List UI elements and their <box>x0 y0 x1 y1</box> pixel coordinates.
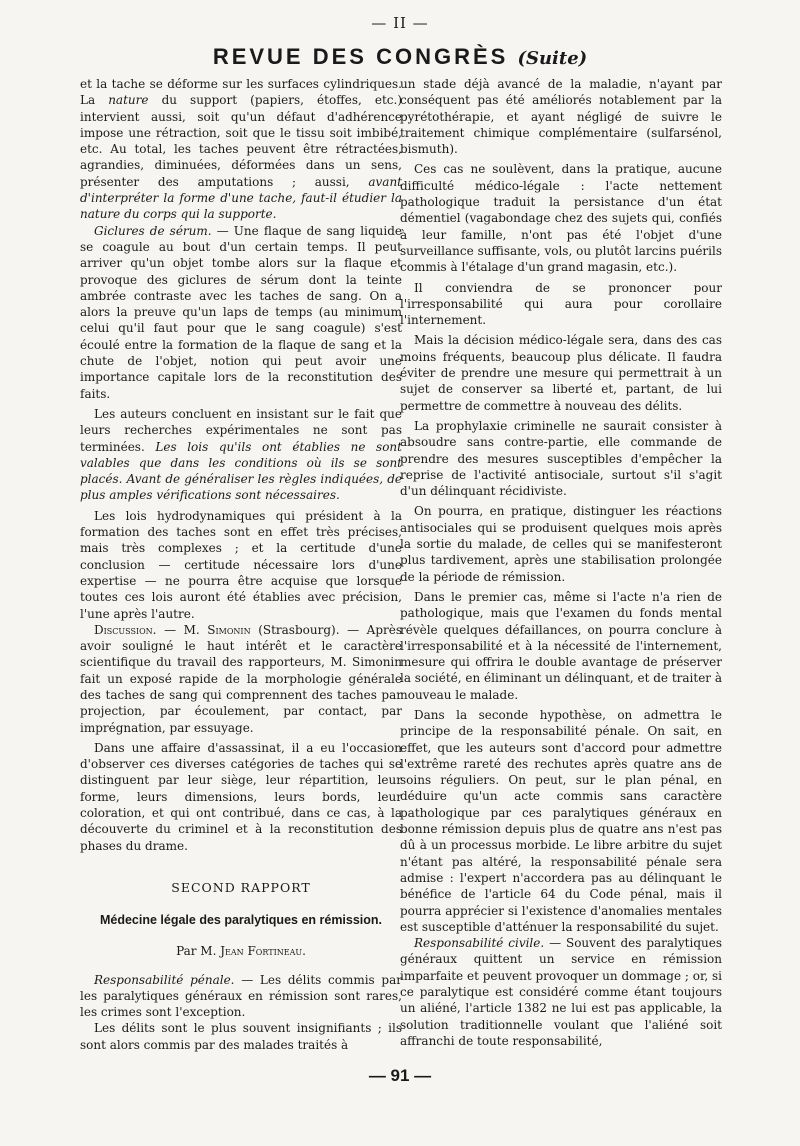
journal-title-text: REVUE DES CONGRÈS <box>212 44 509 69</box>
paragraph: un stade déjà avancé de la maladie, n'ayant par conséquent pas été améliorés notablement par la pyrétothérapie, et ayant négligé de suivre le traitement chimique complémentaire (sulfarsénol, bismuth). <box>400 77 722 157</box>
article-title: Médecine légale des paralytiques en rémission. <box>99 913 383 928</box>
paragraph: Les auteurs concluent en insistant sur le fait que leurs recherches expérimentales ne sont pas terminées. Les lois qu'ils ont établies ne sont valables que dans les conditions où ils se sont placés. Avant de généraliser les règles indiquées, de plus amples vérifications sont nécessaires. <box>80 406 402 503</box>
paragraph: Giclures de sérum. — Une flaque de sang liquide se coagule au bout d'un certain temps. Il peut arriver qu'un objet tombe alors sur la flaque et provoque des giclures de sérum dont la teinte ambrée contraste avec les taches de sang. On a alors la preuve qu'un laps de temps (au minimum celui qu'il faut pour que le sang coagule) s'est écoulé entre la formation de la flaque de sang et la chute de l'objet, notion qui peut avoir une importance capitale lors de la reconstitution des faits. <box>80 223 402 401</box>
paragraph: Responsabilité pénale. — Les délits commis par les paralytiques généraux en rémission sont rares, les crimes sont l'exception. <box>80 972 402 1020</box>
paragraph: Mais la décision médico-légale sera, dans des cas moins fréquents, beaucoup plus délicate. Il faudra éviter de prendre une mesure qui permettrait à un sujet de conserver sa liberté et, partant, de lui permettre de commettre à nouveau des délits. <box>400 333 722 413</box>
author-line: Par M. Jean Fortineau. <box>176 944 306 959</box>
paragraph: Discussion. — M. Simonin (Strasbourg). — Après avoir souligné le haut intérêt et le caractère scientifique du travail des rapporteurs, M. Simonin fait un exposé rapide de la morphologie générale des taches de sang qui comprennent des taches par projection, par écoulement, par contact, par imprégnation, par essuyage. <box>80 622 402 735</box>
right-column <box>400 76 722 1049</box>
paragraph: Dans le premier cas, même si l'acte n'a rien de pathologique, mais que l'examen du fonds mental révèle quelques défaillances, on pourra conclure à l'irresponsabilité et à la nécessité de l'internement, mesure qui offrira le double avantage de préserver la société, en éliminant un délinquant, et de traiter à nouveau le malade. <box>400 589 723 702</box>
paragraph: et la tache se déforme sur les surfaces cylindriques. La nature du support (papiers, étoffes, etc.) intervient aussi, soit qu'un défaut d'adhérence impose une rétraction, soit que le tissu soit imbibé, etc. Au total, les taches peuvent être rétractées, agrandies, diminuées, déformées dans un sens, présenter des amputations ; aussi, avant d'interpréter la forme d'une tache, faut-il étudier la nature du corps qui la supporte. <box>80 77 402 222</box>
journal-title-suffix: (Suite) <box>517 48 588 69</box>
section-heading: SECOND RAPPORT <box>171 879 311 895</box>
left-column <box>80 76 402 1053</box>
paragraph: Ces cas ne soulèvent, dans la pratique, aucune difficulté médico-légale : l'acte nettement pathologique traduit la persistance d'un état démentiel (vagabondage chez des sujets qui, confiés à leur famille, n'ont pas été l'objet d'une surveillance suffisante, vols, ou plutôt larcins puérils commis à l'étalage d'un grand magasin, etc.). <box>400 162 722 275</box>
paragraph: Il conviendra de se prononcer pour l'irresponsabilité qui aura pour corollaire l'internement. <box>400 280 722 328</box>
paragraph: La prophylaxie criminelle ne saurait consister à absoudre sans contre-partie, elle commande de prendre des mesures susceptibles d'empêcher la reprise de l'activité antisociale, surtout s'il s'agit d'un délinquant récidiviste. <box>400 418 722 499</box>
paragraph: Dans une affaire d'assassinat, il a eu l'occasion d'observer ces diverses catégories de taches qui se distinguent par leur siège, leur répartition, leur forme, leurs dimensions, leurs bords, leur coloration, et qui ont contribué, dans ce cas, à la découverte du criminel et à la reconstitution des phases du drame. <box>80 740 402 853</box>
paragraph: Les délits sont le plus souvent insignifiants ; ils sont alors commis par des malades traités à <box>80 1021 402 1052</box>
paragraph: Dans la seconde hypothèse, on admettra le principe de la responsabilité pénale. On sait, en effet, que les auteurs sont d'accord pour admettre l'extrême rareté des rechutes après quatre ans de soins réguliers. On peut, sur le plan pénal, en déduire qu'un acte commis sans caractère pathologique par ces paralytiques généraux en bonne rémission depuis plus de quatre ans n'est pas dû à un processus morbide. Le libre arbitre du sujet n'étant pas altéré, la responsabilité pénale sera admise : l'expert n'accordera pas au délinquant le bénéfice de l'article 64 du Code pénal, mais il pourra apprécier si l'existence d'anomalies mentales est susceptible d'atténuer la responsabilité du sujet. <box>400 707 722 934</box>
paragraph: On pourra, en pratique, distinguer les réactions antisociales qui se produisent quelques mois après la sortie du malade, de celles qui se manifesteront plus tardivement, après une stabilisation prolongée de la période de rémission. <box>400 504 722 584</box>
paragraph: Les lois hydrodynamiques qui président à la formation des taches sont en effet très précises, mais très complexes ; et la certitude d'une conclusion — certitude nécessaire lors d'une expertise — ne pourra être acquise que lorsque toutes ces lois auront été établies avec précision, l'une après l'autre. <box>80 508 402 621</box>
page-marker-top: — II — <box>371 14 429 32</box>
paragraph: Responsabilité civile. — Souvent des paralytiques généraux quittent un service en rémission imparfaite et peuvent provoquer un dommage ; or, si ce paralytique est considéré comme étant toujours un aliéné, l'article 1382 ne lui est pas applicable, la solution traditionnelle voulant que l'aliéné soit affranchi de toute responsabilité, <box>400 936 722 1048</box>
page-number: — 91 — <box>368 1066 432 1085</box>
journal-title <box>0 44 800 70</box>
